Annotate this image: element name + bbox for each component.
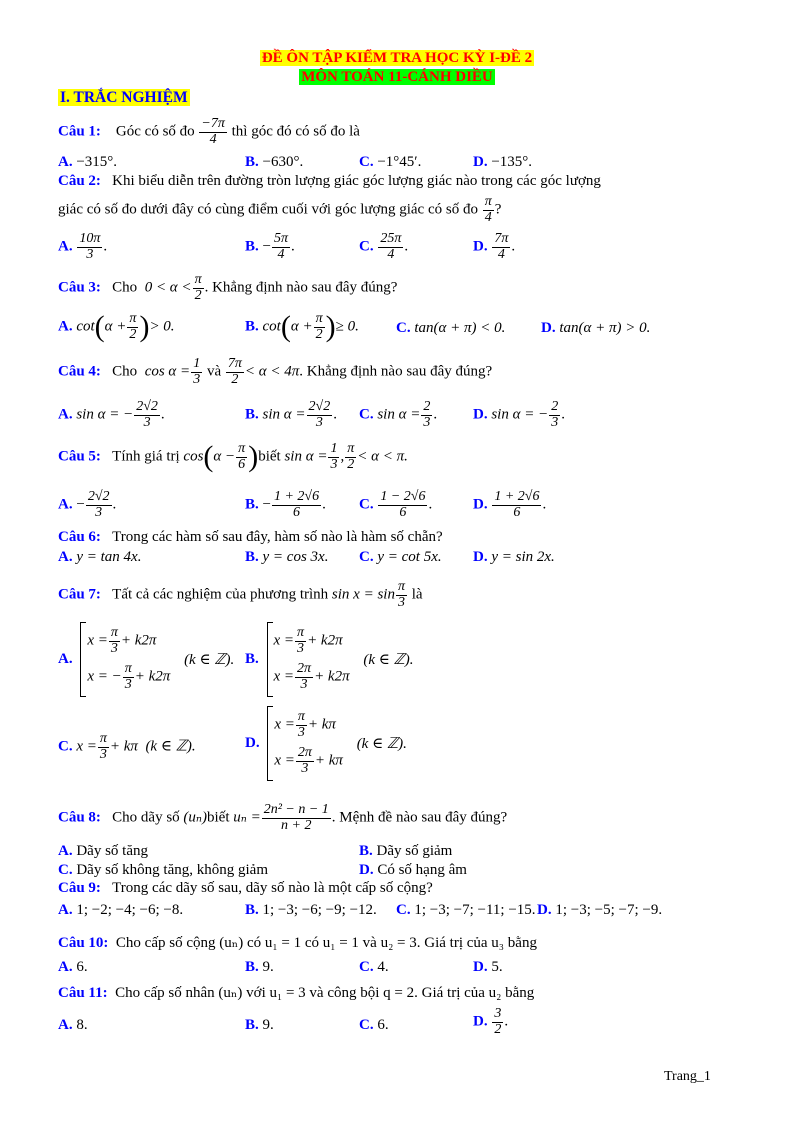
q7-option-a[interactable]: A. x = $\frac{\pi}{3}$ + k2π x = − $\frac{\pi}{3}$ + k2π (k ∈ ℤ). [58, 622, 234, 697]
q11-option-c[interactable]: C. 6. [359, 1017, 389, 1033]
q4-option-a[interactable]: A. sin α = − $\frac{2√2}{3}$ . [58, 399, 165, 430]
question-2-line2: giác có số đo dưới đây có cùng điểm cuối với góc lượng giác có số đo $\frac{\pi}{4}$ ? [58, 194, 502, 225]
q3-option-c[interactable]: C. tan(α + π) < 0. [396, 320, 506, 336]
q11-option-b[interactable]: B. 9. [245, 1017, 274, 1033]
q8-option-c[interactable]: C. Dãy số không tăng, không giảm [58, 862, 268, 878]
question-1: Câu 1: Góc có số đo $\frac{-7\pi}{4}$ thì góc đó có số đo là [58, 116, 360, 147]
q10-option-b[interactable]: B. 9. [245, 959, 274, 975]
q9-option-b[interactable]: B. 1; −3; −6; −9; −12. [245, 902, 377, 918]
question-8: Câu 8: Cho dãy số (uₙ)biết uₙ = $\frac{\text{2n² − n − 1}}{n + 2}$ . Mệnh đề nào sau đây đúng? [58, 802, 508, 833]
q3-option-a[interactable]: A. cot(α + $\frac{\pi}{2}$ )> 0. [58, 310, 175, 344]
document-subtitle: MÔN TOÁN 11-CÁNH DIỀU [301, 69, 493, 85]
document-title: ĐỀ ÔN TẬP KIỂM TRA HỌC KỲ I-ĐỀ 2 [261, 50, 533, 66]
q7-option-c[interactable]: C. x = $\frac{\pi}{3}$ + kπ (k ∈ ℤ). [58, 731, 196, 762]
q10-option-d[interactable]: D. 5. [473, 959, 503, 975]
q1-option-d[interactable]: D. −135°. [473, 154, 533, 170]
q9-option-c[interactable]: C. 1; −3; −7; −11; −15. [396, 902, 536, 918]
q3-option-d[interactable]: D. tan(α + π) > 0. [541, 320, 651, 336]
q8-option-b[interactable]: B. Dãy số giảm [359, 843, 453, 859]
q3-option-b[interactable]: B. cot(α + $\frac{\pi}{2}$ )≥ 0. [245, 310, 359, 344]
q5-option-a[interactable]: A. − $\frac{2√2}{3}$ . [58, 489, 117, 520]
q8-option-d[interactable]: D. Có số hạng âm [359, 862, 467, 878]
q6-option-d[interactable]: D. y = sin 2x. [473, 549, 555, 565]
page-number: Trang_1 [664, 1069, 711, 1084]
question-7: Câu 7: Tất cả các nghiệm của phương trình sin x = sin $\frac{\pi}{3}$ là [58, 579, 423, 610]
q2-option-b[interactable]: B. − $\frac{5\pi}{4}$ . [245, 231, 295, 262]
q1-option-c[interactable]: C. −1°45′. [359, 154, 422, 170]
q4-option-c[interactable]: C. sin α = $\frac{2}{3}$ . [359, 399, 438, 430]
q10-option-a[interactable]: A. 6. [58, 959, 88, 975]
q8-option-a[interactable]: A. Dãy số tăng [58, 843, 148, 859]
question-9: Câu 9: Trong các dãy số sau, dãy số nào là một cấp số cộng? [58, 880, 433, 896]
question-3: Câu 3: Cho 0 < α < $\frac{\pi}{2}$ . Khẳng định nào sau đây đúng? [58, 272, 398, 303]
q4-option-b[interactable]: B. sin α = $\frac{2√2}{3}$ . [245, 399, 337, 430]
q5-option-d[interactable]: D. $\frac{1 + 2√6}{6}$ . [473, 489, 547, 520]
q11-option-d[interactable]: D. $\frac{3}{2}$ . [473, 1006, 509, 1037]
q9-option-d[interactable]: D. 1; −3; −5; −7; −9. [537, 902, 663, 918]
q5-option-c[interactable]: C. $\frac{1 - 2√6}{6}$ . [359, 489, 433, 520]
q6-option-c[interactable]: C. y = cot 5x. [359, 549, 442, 565]
q2-option-c[interactable]: C. $\frac{25\pi}{4}$ . [359, 231, 409, 262]
question-11: Câu 11: Cho cấp số nhân (uₙ) với u₁ = 3 và công bội q = 2. Giá trị của u₂ bằng [58, 985, 535, 1001]
q7-option-b[interactable]: B. x = $\frac{\pi}{3}$ + k2π x = $\frac{2\pi}{3}$ + k2π (k ∈ ℤ). [245, 622, 414, 697]
q11-option-a[interactable]: A. 8. [58, 1017, 88, 1033]
q9-option-a[interactable]: A. 1; −2; −4; −6; −8. [58, 902, 184, 918]
q4-option-d[interactable]: D. sin α = − $\frac{2}{3}$ . [473, 399, 565, 430]
q6-option-a[interactable]: A. y = tan 4x. [58, 549, 142, 565]
fraction: $\frac{-7\pi}{4}$ [201, 116, 225, 147]
q6-option-b[interactable]: B. y = cos 3x. [245, 549, 329, 565]
question-4: Câu 4: Cho cos α = $\frac{1}{3}$ và $\frac{7\pi}{2}$ < α < 4π. Khẳng định nào sau đây đúng? [58, 356, 493, 387]
q10-option-c[interactable]: C. 4. [359, 959, 389, 975]
q7-option-d[interactable]: D. x = $\frac{\pi}{3}$ + kπ x = $\frac{2\pi}{3}$ + kπ (k ∈ ℤ). [245, 706, 407, 781]
q5-option-b[interactable]: B. − $\frac{1 + 2√6}{6}$ . [245, 489, 326, 520]
question-10: Câu 10: Cho cấp số cộng (uₙ) có u₁ = 1 có u₁ = 1 và u₂ = 3. Giá trị của u₃ bằng [58, 935, 537, 951]
question-2: Câu 2: Khi biểu diễn trên đường tròn lượng giác góc lượng giác nào trong các góc lượng [58, 173, 601, 189]
q1-option-b[interactable]: B. −630°. [245, 154, 304, 170]
q1-option-a[interactable]: A. −315°. [58, 154, 118, 170]
q2-option-a[interactable]: A. $\frac{10\pi}{3}$ . [58, 231, 108, 262]
q2-option-d[interactable]: D. $\frac{7\pi}{4}$ . [473, 231, 516, 262]
section-heading: I. TRẮC NGHIỆM [60, 89, 188, 106]
question-5: Câu 5: Tính giá trị cos(α − $\frac{\pi}{6}$ )biết sin α = $\frac{1}{3}$ , $\frac{\pi}{2}$ < α < π. [58, 440, 408, 474]
question-6: Câu 6: Trong các hàm số sau đây, hàm số nào là hàm số chẵn? [58, 529, 443, 545]
